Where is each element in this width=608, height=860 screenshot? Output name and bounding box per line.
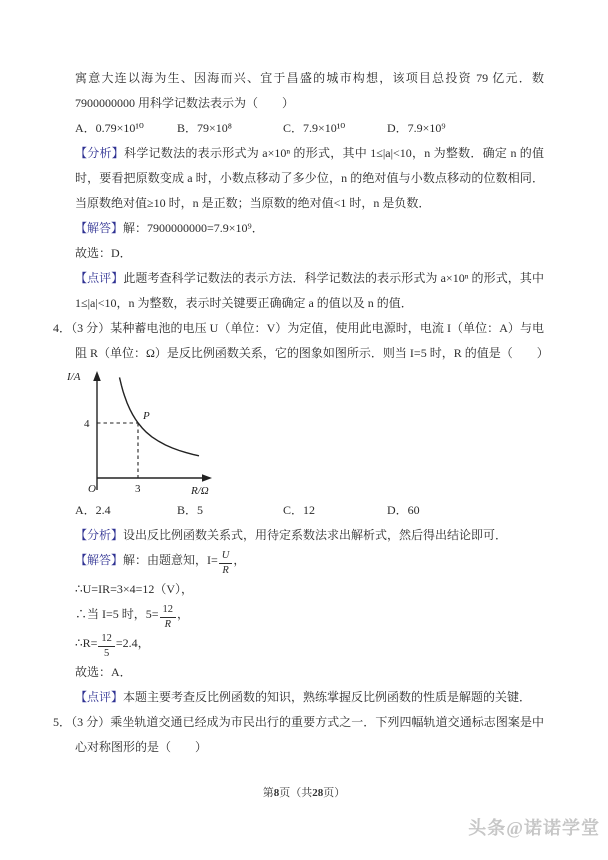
- y-tick-label: 4: [84, 418, 90, 430]
- fraction-12-over-r: $\frac{12}{R}$: [159, 604, 178, 631]
- dashed-guides: [97, 423, 138, 478]
- answer-label: 【解答】: [75, 553, 124, 567]
- q4-sol1-post: ，: [233, 553, 246, 567]
- answer-label: 【解答】: [75, 221, 124, 235]
- fraction-12-over-5: $\frac{12}{5}$: [97, 633, 116, 660]
- y-axis-label: I/A: [67, 371, 81, 383]
- analysis-label: 【分析】: [75, 146, 125, 160]
- origin-label: O: [88, 483, 96, 495]
- q4-solution-line-4: [75, 631, 544, 660]
- q4-choice: 故选：A．: [75, 665, 132, 679]
- q4-option-d: D．60: [387, 503, 420, 517]
- q4-comment-text: 本题主要考查反比例函数的知识，熟练掌握反比例函数的性质是解题的关键．: [123, 690, 532, 704]
- q4-solution-line-1: [75, 548, 544, 577]
- analysis-label: 【分析】: [75, 528, 124, 542]
- x-axis-arrow-icon: [202, 474, 212, 482]
- q3-analysis-text: 科学记数法的表示形式为 a×10ⁿ 的形式，其中 1≤|a|<10，n 为整数．确定 n 的值时，要看把原数变成 a 时，小数点移动了多少位，n 的绝对值与小数点移动的位数相同．当原数绝对值≥10 时，n 是正数；当原数的绝对值<1 时，n 是负数．: [75, 146, 544, 210]
- x-tick-label: 3: [135, 483, 141, 495]
- q3-comment: [75, 266, 544, 316]
- q4-option-b: B．5: [177, 503, 204, 517]
- inverse-proportion-graph: [63, 368, 233, 498]
- x-axis-label: R/Ω: [191, 485, 209, 497]
- q3-choice: 故选：D．: [75, 246, 132, 260]
- footer-page-number: 8: [273, 787, 280, 799]
- q3-answer-text: 解：7900000000=7.9×10⁹．: [123, 221, 264, 235]
- q4-option-c: C．12: [283, 503, 316, 517]
- watermark: 头条@诺诺学堂: [468, 818, 600, 838]
- q4-sol1-pre: 解：由题意知，I=: [123, 553, 218, 567]
- y-axis-arrow-icon: [93, 371, 101, 381]
- page-number-footer: [0, 786, 608, 800]
- q3-answer: [75, 216, 544, 241]
- footer-suffix: 页）: [323, 787, 346, 799]
- q5-stem: 5．（3 分）乘坐轨道交通已经成为市民出行的重要方式之一．下列四幅轨道交通标志图案是中心对称图形的是（ ）: [53, 715, 544, 754]
- q4-sol4-pre: ∴R=: [75, 636, 98, 650]
- q4-options: [75, 498, 544, 523]
- q4-solution-line-2: ∴U=IR=3×4=12（V），: [75, 582, 194, 596]
- q4-stem: 4．（3 分）某种蓄电池的电压 U（单位：V）为定值，使用此电源时，电流 I（单位：A）与电阻 R（单位：Ω）是反比例函数关系，它的图象如图所示．则当 I=5 时，R 的值是（ ）: [53, 321, 549, 360]
- q4-sol3-post: ，: [177, 607, 190, 621]
- q4-comment: [75, 685, 544, 710]
- q3-option-c: C．7.9×10¹⁰: [283, 121, 346, 135]
- q4-option-a: A．2.4: [75, 503, 111, 517]
- q3-options: [75, 116, 544, 141]
- q4-sol3-pre: ∴当 I=5 时，5=: [75, 607, 159, 621]
- q4-solution-line-3: [75, 602, 544, 631]
- q3-body: 寓意大连以海为生、因海而兴、宜于昌盛的城市构想，该项目总投资 79 亿元．数 7900000000 用科学记数法表示为（ ）: [75, 71, 544, 110]
- footer-mid: 页（共: [279, 787, 313, 799]
- q3-comment-text: 此题考查科学记数法的表示方法．科学记数法的表示形式为 a×10ⁿ 的形式，其中 1≤|a|<10，n 为整数，表示时关键要正确确定 a 的值以及 n 的值．: [75, 271, 544, 310]
- fraction-u-over-r: $\frac{U}{R}$: [218, 550, 234, 577]
- q3-option-a: A．0.79×10¹⁰: [75, 121, 144, 135]
- q3-option-b: B．79×10⁸: [177, 121, 232, 135]
- q4-analysis-text: 设出反比例函数关系式，用待定系数法求出解析式，然后得出结论即可．: [123, 528, 508, 542]
- comment-label: 【点评】: [75, 690, 124, 704]
- q4-analysis: [75, 523, 544, 548]
- footer-prefix: 第: [262, 787, 274, 799]
- q3-analysis: [75, 141, 544, 216]
- point-p-label: P: [143, 410, 150, 422]
- graph-curve: [120, 377, 200, 455]
- q4-sol4-post: =2.4，: [115, 636, 150, 650]
- footer-total-pages: 28: [312, 787, 324, 799]
- q3-option-d: D．7.9×10⁹: [387, 121, 446, 135]
- comment-label: 【点评】: [75, 271, 124, 285]
